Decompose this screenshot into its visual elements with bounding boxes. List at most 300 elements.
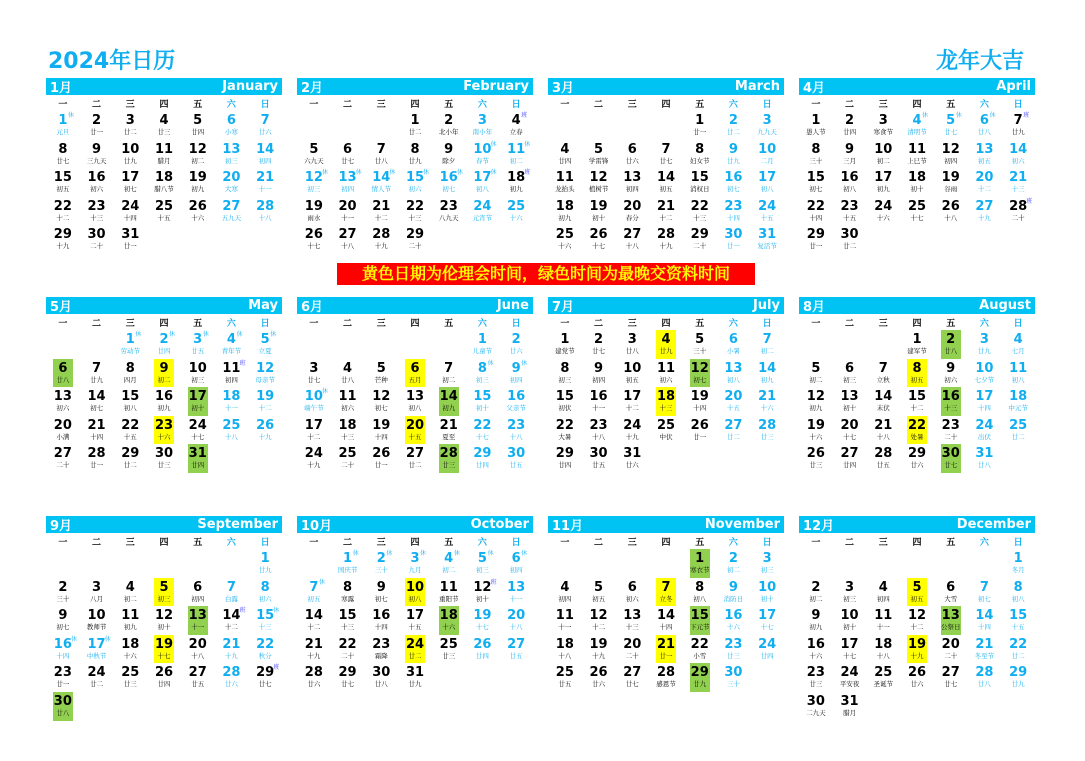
day-number: 3: [410, 551, 420, 566]
day-cell: [683, 387, 717, 416]
day-cell: [113, 197, 147, 226]
weekday-label: 六: [728, 537, 738, 548]
lunar-label: 消权日: [689, 185, 710, 194]
day-number: 26: [589, 227, 608, 243]
lunar-label: 廿二: [408, 461, 422, 470]
day-cell: [833, 416, 867, 445]
day-number: 7: [1013, 113, 1023, 128]
lunar-label: 十二: [910, 623, 924, 632]
day-grid: [799, 549, 1035, 721]
weekday-label: 六: [226, 537, 236, 548]
lunar-label: 小寒: [224, 128, 238, 136]
day-number: 5: [912, 579, 922, 595]
lunar-label: 二十: [693, 242, 707, 251]
lunar-label: 廿四: [475, 651, 489, 660]
empty-cell: [934, 549, 968, 578]
day-number: 29: [907, 446, 927, 462]
lunar-label: 廿九: [977, 347, 991, 355]
day-cell: [833, 692, 867, 721]
day-number: 22: [256, 636, 275, 652]
day-number: 24: [405, 636, 425, 652]
weekday-label: 六: [477, 318, 487, 329]
day-number: 22: [907, 417, 927, 433]
lunar-label: 初二: [809, 594, 823, 603]
lunar-label: 学雷锋: [588, 156, 609, 165]
day-cell: [900, 359, 934, 388]
day-number: 9: [946, 360, 956, 376]
empty-cell: [615, 549, 649, 578]
weekday-label: 五: [695, 537, 705, 548]
day-number: 5: [594, 141, 604, 157]
day-number: 30: [724, 665, 743, 681]
day-number: 14: [975, 608, 994, 624]
lunar-label: 初三: [475, 375, 489, 384]
lunar-label: 大暑: [558, 432, 572, 441]
day-number: 16: [724, 170, 743, 186]
day-cell: [833, 387, 867, 416]
weekday-label: 三: [376, 318, 386, 329]
lunar-label: 十七: [157, 651, 171, 660]
lunar-label: 初六: [625, 594, 639, 603]
day-cell: [548, 197, 582, 226]
day-number: 20: [405, 417, 425, 433]
lunar-label: 平安夜: [839, 680, 860, 689]
day-number: 28: [656, 665, 676, 681]
day-cell: [113, 444, 147, 473]
day-number: 6: [58, 360, 68, 376]
holiday-tag: 休: [389, 169, 396, 177]
weekday-label: 三: [376, 537, 386, 548]
lunar-label: 初五: [910, 375, 924, 384]
lunar-label: 下元节: [689, 623, 710, 632]
weekday-label: 三: [125, 318, 135, 329]
day-number: 9: [594, 360, 604, 376]
day-cell: [750, 606, 784, 635]
day-number: 25: [907, 198, 927, 214]
day-cell: [215, 663, 249, 692]
holiday-tag: 休: [955, 112, 962, 119]
day-cell: [499, 416, 533, 445]
day-number: 31: [975, 446, 994, 462]
day-number: 14: [656, 608, 676, 624]
day-grid: [799, 111, 1035, 254]
day-cell: [900, 444, 934, 473]
lunar-label: 廿八: [56, 708, 70, 717]
day-number: 25: [656, 417, 676, 433]
day-number: 2: [845, 113, 855, 128]
lunar-label: 植树节: [588, 185, 609, 194]
day-cell: [717, 359, 751, 388]
day-number: 28: [1009, 198, 1028, 214]
lunar-label: 廿二: [123, 461, 137, 470]
day-cell: [364, 225, 398, 254]
day-number: 11: [656, 360, 676, 376]
lunar-label: 十五: [408, 432, 422, 441]
weekday-label: 一: [811, 537, 821, 548]
lunar-label: 十一: [258, 185, 272, 194]
day-number: 16: [154, 389, 174, 405]
day-cell: [548, 140, 582, 169]
day-cell: [799, 387, 833, 416]
lunar-label: 初七: [374, 404, 388, 413]
day-cell: [968, 387, 1002, 416]
day-cell: [934, 168, 968, 197]
day-cell: [582, 330, 616, 359]
day-number: 5: [260, 332, 270, 347]
lunar-label: 初六: [258, 594, 272, 603]
lunar-label: 二月: [760, 156, 774, 165]
day-number: 3: [762, 113, 772, 128]
lunar-label: 初十: [475, 594, 489, 603]
lunar-label: 廿六: [509, 347, 523, 355]
lunar-label: 十六: [809, 651, 823, 660]
lunar-label: 初九: [442, 404, 456, 413]
day-number: 29: [473, 446, 492, 462]
day-number: 11: [439, 579, 458, 595]
holiday-tag: 休: [989, 112, 996, 119]
day-number: 16: [589, 389, 608, 405]
day-cell: [900, 330, 934, 359]
day-number: 15: [121, 389, 140, 405]
day-number: 16: [724, 608, 743, 624]
day-number: 19: [304, 198, 323, 214]
lunar-label: 廿一: [659, 651, 673, 660]
workday-tag: 班: [1026, 197, 1033, 205]
day-cell: [499, 359, 533, 388]
lunar-label: 建军节: [907, 347, 927, 355]
lunar-label: 十六: [191, 213, 205, 222]
lunar-label: 十六: [157, 432, 171, 441]
day-number: 23: [154, 417, 174, 433]
weekday-row: [297, 315, 533, 329]
day-number: 18: [338, 417, 357, 433]
month-name-en: February: [463, 79, 529, 94]
day-number: 27: [623, 665, 642, 681]
day-number: 17: [121, 170, 140, 186]
day-cell: [968, 444, 1002, 473]
lunar-label: 廿五: [191, 347, 205, 355]
lunar-label: 初四: [509, 566, 523, 574]
lunar-label: 廿七: [625, 680, 639, 689]
weekday-label: 四: [159, 537, 169, 548]
day-cell: [934, 140, 968, 169]
holiday-tag: 休: [68, 112, 75, 119]
lunar-label: 廿五: [592, 461, 606, 470]
day-number: 13: [941, 608, 960, 624]
day-number: 12: [941, 141, 960, 157]
lunar-label: 三十: [693, 347, 707, 355]
lunar-label: 初五: [592, 594, 606, 603]
day-cell: [499, 168, 533, 197]
lunar-label: 小雪: [693, 651, 707, 660]
weekday-label: 二: [343, 318, 353, 329]
lunar-label: 十八: [625, 242, 639, 251]
day-cell: [466, 168, 500, 197]
day-number: 14: [439, 389, 458, 405]
month-12: [799, 516, 1035, 721]
lunar-label: 初二: [726, 566, 740, 574]
weekday-label: 一: [811, 99, 821, 110]
day-cell: [181, 359, 215, 388]
lunar-label: 廿三: [809, 680, 823, 689]
lunar-label: 廿六: [625, 461, 639, 470]
weekday-label: 二: [594, 537, 604, 548]
day-number: 12: [188, 141, 207, 157]
lunar-label: 十七: [592, 242, 606, 251]
holiday-tag: 休: [524, 140, 531, 148]
day-cell: [968, 606, 1002, 635]
weekday-label: 五: [946, 99, 956, 110]
lunar-label: 廿一: [693, 432, 707, 441]
day-cell: [683, 111, 717, 140]
day-cell: [934, 111, 968, 140]
day-cell: [968, 416, 1002, 445]
day-cell: [466, 444, 500, 473]
lunar-label: 初九: [191, 185, 205, 194]
lunar-label: 十八: [191, 651, 205, 660]
day-cell: [297, 140, 331, 169]
day-number: 23: [439, 198, 458, 214]
month-5: [46, 297, 282, 473]
lunar-label: 二九天: [806, 708, 826, 717]
weekday-label: 二: [92, 318, 102, 329]
lunar-label: 十二: [258, 404, 272, 413]
day-number: 21: [656, 636, 676, 652]
empty-cell: [548, 111, 582, 140]
lunar-label: 二十: [341, 651, 355, 660]
day-number: 6: [343, 141, 353, 157]
lunar-label: 廿六: [307, 680, 321, 689]
day-cell: [46, 606, 80, 635]
weekday-label: 日: [1013, 318, 1023, 329]
weekday-label: 日: [260, 99, 270, 110]
day-cell: [833, 140, 867, 169]
day-number: 3: [627, 332, 637, 347]
day-cell: [466, 416, 500, 445]
weekday-label: 日: [762, 537, 772, 548]
day-cell: [833, 111, 867, 140]
day-cell: [432, 549, 466, 578]
day-cell: [147, 578, 181, 607]
day-cell: [900, 197, 934, 226]
day-number: 24: [874, 198, 893, 214]
weekday-row: [799, 96, 1035, 110]
day-cell: [866, 111, 900, 140]
day-cell: [398, 225, 432, 254]
day-number: 11: [121, 608, 140, 624]
day-cell: [297, 359, 331, 388]
lunar-label: 十一: [509, 594, 523, 603]
day-cell: [113, 606, 147, 635]
day-cell: [113, 387, 147, 416]
lunar-label: 十六: [558, 242, 572, 251]
day-number: 22: [473, 417, 492, 433]
lunar-label: 初二: [876, 156, 890, 165]
day-number: 4: [343, 360, 353, 376]
day-cell: [799, 359, 833, 388]
month-name-en: October: [470, 517, 529, 532]
day-cell: [717, 663, 751, 692]
lunar-label: 廿四: [475, 461, 489, 470]
day-number: 4: [1013, 332, 1023, 347]
day-number: 19: [690, 389, 709, 405]
lunar-label: 除夕: [442, 156, 456, 165]
day-cell: [113, 140, 147, 169]
lunar-label: 初七: [442, 185, 456, 194]
day-cell: [1001, 387, 1035, 416]
day-cell: [615, 606, 649, 635]
lunar-label: 初四: [592, 375, 606, 384]
month-name-cn: 1月: [50, 81, 73, 96]
day-cell: [364, 140, 398, 169]
lunar-label: 十八: [224, 432, 238, 441]
day-cell: [147, 387, 181, 416]
lunar-label: 十一: [592, 404, 606, 413]
day-number: 16: [53, 636, 72, 652]
weekday-label: 三: [627, 537, 637, 548]
lunar-label: 二十: [944, 651, 958, 660]
weekday-label: 四: [661, 318, 671, 329]
lunar-label: 十七: [475, 432, 489, 441]
day-cell: [866, 140, 900, 169]
day-cell: [750, 416, 784, 445]
lunar-label: 十五: [843, 213, 857, 222]
month-11: [548, 516, 784, 692]
lunar-label: 初四: [191, 594, 205, 603]
lunar-label: 初四: [558, 594, 572, 603]
weekday-label: 日: [1013, 99, 1023, 110]
lunar-label: 十五: [157, 213, 171, 222]
day-cell: [215, 578, 249, 607]
day-cell: [297, 387, 331, 416]
day-cell: [1001, 606, 1035, 635]
lunar-label: 廿三: [760, 432, 774, 441]
day-cell: [799, 111, 833, 140]
day-number: 7: [661, 579, 671, 595]
lunar-label: 十九: [307, 461, 321, 470]
day-number: 11: [555, 608, 574, 624]
day-number: 8: [912, 360, 922, 376]
day-number: 31: [623, 446, 642, 462]
month-name-en: May: [248, 298, 278, 313]
day-cell: [968, 197, 1002, 226]
day-cell: [432, 606, 466, 635]
weekday-label: 一: [309, 537, 319, 548]
page-title: 2024年日历: [48, 49, 176, 74]
day-number: 22: [53, 198, 72, 214]
holiday-tag: 休: [453, 550, 460, 557]
day-number: 27: [53, 446, 72, 462]
lunar-label: 十四: [90, 432, 104, 441]
lunar-label: 初二: [157, 375, 171, 384]
day-number: 4: [226, 332, 236, 347]
day-cell: [649, 635, 683, 664]
weekday-label: 一: [560, 99, 570, 110]
lunar-label: 初五: [625, 375, 639, 384]
lunar-label: 廿一: [809, 242, 823, 251]
day-number: 31: [758, 227, 777, 243]
lunar-label: 廿四: [843, 128, 857, 136]
day-cell: [331, 578, 365, 607]
day-number: 17: [758, 608, 777, 624]
day-cell: [46, 168, 80, 197]
lunar-label: 十六: [442, 623, 456, 632]
day-cell: [215, 606, 249, 635]
day-cell: [582, 140, 616, 169]
day-cell: [181, 606, 215, 635]
lunar-label: 廿六: [258, 128, 272, 136]
lunar-label: 初八: [726, 375, 740, 384]
day-number: 9: [92, 141, 102, 157]
day-number: 17: [87, 636, 106, 652]
day-number: 9: [845, 141, 855, 157]
day-cell: [466, 359, 500, 388]
day-number: 1: [343, 551, 353, 566]
lunar-label: 上巳节: [907, 156, 927, 165]
day-number: 12: [806, 389, 825, 405]
lunar-label: 二十: [944, 432, 958, 441]
day-number: 29: [1009, 665, 1028, 681]
day-number: 28: [656, 227, 676, 243]
day-cell: [934, 359, 968, 388]
weekday-label: 日: [511, 318, 521, 329]
day-number: 8: [1013, 579, 1023, 595]
day-cell: [968, 330, 1002, 359]
month-4: [799, 78, 1035, 254]
weekday-label: 四: [661, 537, 671, 548]
weekday-label: 二: [845, 99, 855, 110]
day-number: 4: [560, 141, 570, 157]
empty-cell: [548, 549, 582, 578]
day-cell: [432, 578, 466, 607]
day-cell: [1001, 168, 1035, 197]
day-number: 10: [758, 141, 777, 157]
day-number: 7: [92, 360, 102, 376]
day-number: 31: [188, 446, 207, 462]
day-cell: [364, 416, 398, 445]
lunar-label: 十八: [509, 623, 523, 632]
month-name-cn: 3月: [552, 81, 575, 96]
day-cell: [147, 197, 181, 226]
day-cell: [248, 111, 282, 140]
lunar-label: 十三: [1011, 185, 1025, 194]
day-number: 27: [724, 417, 743, 433]
day-cell: [717, 330, 751, 359]
day-grid: [46, 330, 282, 473]
holiday-tag: 休: [386, 550, 393, 557]
day-number: 31: [840, 693, 859, 709]
day-cell: [80, 387, 114, 416]
lunar-label: 七夕节: [974, 375, 995, 384]
day-number: 14: [758, 360, 777, 376]
holiday-tag: 休: [270, 331, 277, 338]
day-number: 3: [193, 332, 203, 347]
weekday-label: 一: [309, 99, 319, 110]
day-cell: [181, 140, 215, 169]
day-number: 2: [444, 113, 454, 128]
day-number: 17: [405, 608, 425, 624]
day-cell: [46, 359, 80, 388]
lunar-label: 廿四: [191, 128, 205, 136]
day-number: 9: [444, 141, 454, 157]
lunar-label: 八月: [90, 594, 104, 603]
day-cell: [1001, 140, 1035, 169]
lunar-label: 十九: [910, 651, 924, 660]
day-number: 16: [439, 170, 458, 186]
day-cell: [683, 578, 717, 607]
day-cell: [900, 140, 934, 169]
day-cell: [432, 416, 466, 445]
